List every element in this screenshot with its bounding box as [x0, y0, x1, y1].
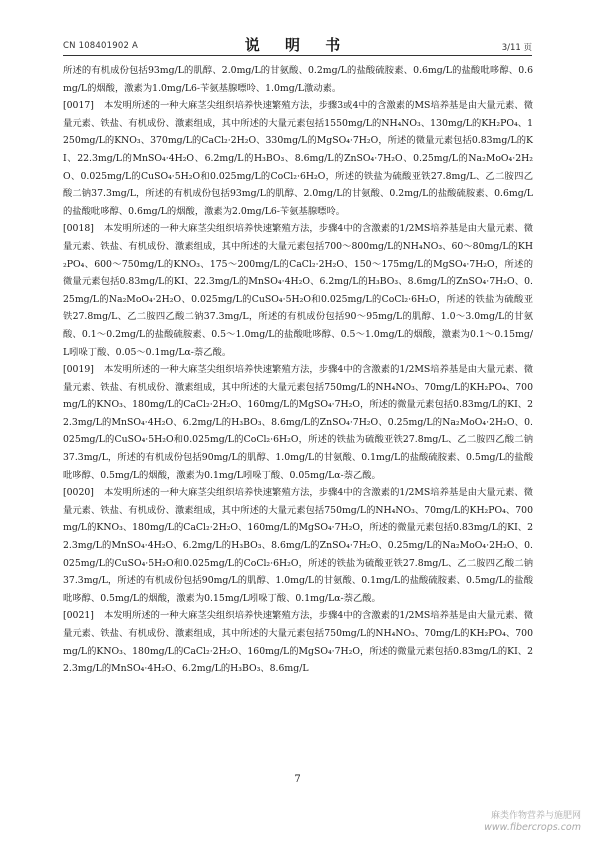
- paragraph-continuation: [63, 62, 533, 97]
- paragraph-0021: [63, 607, 533, 677]
- paragraph-text: 本发明所述的一种大麻茎尖组织培养快速繁殖方法，步骤4中的含激素的1/2MS培养基是由大量元素、微量元素、铁盐、有机成份、激素组成，其中所述的大量元素包括750mg/L的NH₄NO₃、70mg/L的KH₂PO₄、700mg/L的KNO₃、180mg/L的CaCl₂·2H₂O、160mg/L的MgSO₄·7H₂O，所述的微量元素包括0.83mg/L的KI、22.3mg/L的MnSO₄·4H₂O、6.2mg/L的H₃BO₃、8.6mg/L: [63, 610, 533, 675]
- document-title: 说 明 书: [244, 36, 351, 54]
- paragraph-text: 本发明所述的一种大麻茎尖组织培养快速繁殖方法，步骤3或4中的含激素的MS培养基是由大量元素、微量元素、铁盐、有机成份、激素组成，其中所述的大量元素包括1550mg/L的NH₄NO₃、130mg/L的KH₂PO₄、1250mg/L的KNO₃、370mg/L的CaCl₂·2H₂O、330mg/L的MgSO₄·7H₂O，所述的微量元素包括0.83mg/L的KI、22.3mg/L的MnSO₄·4H₂O、6.2mg/L的H₃BO₃、8.6mg/L的ZnSO₄·7H₂O、0.25mg/L的Na₂MoO₄·2H₂O、0.025mg/L的CuSO₄·5H₂O和0.025mg/L的CoCl₂·6H₂O，所述的铁盐为硫酸亚铁27.8mg/L、乙二胺四乙酸二钠37.3mg/L，所述的有机成份包括93mg/L的肌醇、2.0mg/L的甘氨酸、0.2mg/L的盐酸硫胺素、0.6mg/L的盐酸吡哆醇、0.6mg/L的烟酸，激素为2.0mg/L6-苄氨基腺嘌呤。: [63, 100, 533, 217]
- paragraph-0019: [63, 361, 533, 484]
- paragraph-0020: [63, 484, 533, 607]
- paragraph-text: 本发明所述的一种大麻茎尖组织培养快速繁殖方法，步骤4中的含激素的1/2MS培养基是由大量元素、微量元素、铁盐、有机成份、激素组成，其中所述的大量元素包括750mg/L的NH₄NO₃、70mg/L的KH₂PO₄、700mg/L的KNO₃、180mg/L的CaCl₂·2H₂O、160mg/L的MgSO₄·7H₂O，所述的微量元素包括0.83mg/L的KI、22.3mg/L的MnSO₄·4H₂O、6.2mg/L的H₃BO₃、8.6mg/L的ZnSO₄·7H₂O、0.25mg/L的Na₂MoO₄·2H₂O、0.025mg/L的CuSO₄·5H₂O和0.025mg/L的CoCl₂·6H₂O，所述的铁盐为硫酸亚铁27.8mg/L、乙二胺四乙酸二钠37.3mg/L，所述的有机成份包括90mg/L的肌醇、1.0mg/L的甘氨酸、0.1mg/L的盐酸硫胺素、0.5mg/L的盐酸吡哆醇、0.5mg/L的烟酸，激素为0.1mg/L吲哚丁酸、0.05mg/Lα-萘乙酸。: [63, 364, 533, 481]
- paragraph-text: 所述的有机成份包括93mg/L的肌醇、2.0mg/L的甘氨酸、0.2mg/L的盐酸硫胺素、0.6mg/L的盐酸吡哆醇、0.6mg/L的烟酸，激素为1.0mg/L6-苄氨基腺嘌呤、1.0mg/L激动素。: [63, 65, 533, 94]
- paragraph-text: 本发明所述的一种大麻茎尖组织培养快速繁殖方法，步骤4中的含激素的1/2MS培养基是由大量元素、微量元素、铁盐、有机成份、激素组成，其中所述的大量元素包括750mg/L的NH₄NO₃、70mg/L的KH₂PO₄、700mg/L的KNO₃、180mg/L的CaCl₂·2H₂O、160mg/L的MgSO₄·7H₂O，所述的微量元素包括0.83mg/L的KI、22.3mg/L的MnSO₄·4H₂O、6.2mg/L的H₃BO₃、8.6mg/L的ZnSO₄·7H₂O、0.25mg/L的Na₂MoO₄·2H₂O、0.025mg/L的CuSO₄·5H₂O和0.025mg/L的CoCl₂·6H₂O，所述的铁盐为硫酸亚铁27.8mg/L、乙二胺四乙酸二钠37.3mg/L，所述的有机成份包括90mg/L的肌醇、1.0mg/L的甘氨酸、0.1mg/L的盐酸硫胺素、0.5mg/L的盐酸吡哆醇、0.5mg/L的烟酸，激素为0.15mg/L吲哚丁酸、0.1mg/Lα-萘乙酸。: [63, 487, 533, 604]
- paragraph-number: [0020]: [63, 487, 94, 499]
- paragraph-number: [0017]: [63, 100, 94, 112]
- watermark-text: 麻类作物营养与施肥网: [490, 811, 581, 821]
- paragraph-number: [0021]: [63, 610, 94, 622]
- paragraph-number: [0019]: [63, 364, 94, 376]
- page-header: [63, 33, 532, 56]
- paragraph-0017: [63, 97, 533, 220]
- publication-number: CN 108401902 A: [63, 41, 138, 51]
- page-info: 3/11 页: [501, 43, 532, 53]
- paragraph-number: [0018]: [63, 223, 94, 235]
- page-number: 7: [294, 774, 301, 785]
- watermark: [421, 808, 581, 833]
- paragraph-text: 本发明所述的一种大麻茎尖组织培养快速繁殖方法，步骤4中的含激素的1/2MS培养基是由大量元素、微量元素、铁盐、有机成份、激素组成，其中所述的大量元素包括700～800mg/L的NH₄NO₃、60～80mg/L的KH₂PO₄、600～750mg/L的KNO₃、175～200mg/L的CaCl₂·2H₂O、150～175mg/L的MgSO₄·7H₂O，所述的微量元素包括0.83mg/L的KI、22.3mg/L的MnSO₄·4H₂O、6.2mg/L的H₃BO₃、8.6mg/L的ZnSO₄·7H₂O、0.25mg/L的Na₂MoO₄·2H₂O、0.025mg/L的CuSO₄·5H₂O和0.025mg/L的CoCl₂·6H₂O，所述的铁盐为硫酸亚铁27.8mg/L、乙二胺四乙酸二钠37.3mg/L，所述的有机成份包括90～95mg/L的肌醇、1.0～3.0mg/L的甘氨酸、0.1～0.2mg/L的盐酸硫胺素、0.5～1.0mg/L的盐酸吡哆醇、0.5～1.0mg/L的烟酸，激素为0.1～0.15mg/L吲哚丁酸、0.05～0.1mg/Lα-萘乙酸。: [63, 223, 533, 358]
- watermark-url: www.fibercrops.com: [484, 822, 581, 833]
- paragraph-0018: [63, 220, 533, 361]
- document-body: [63, 62, 533, 678]
